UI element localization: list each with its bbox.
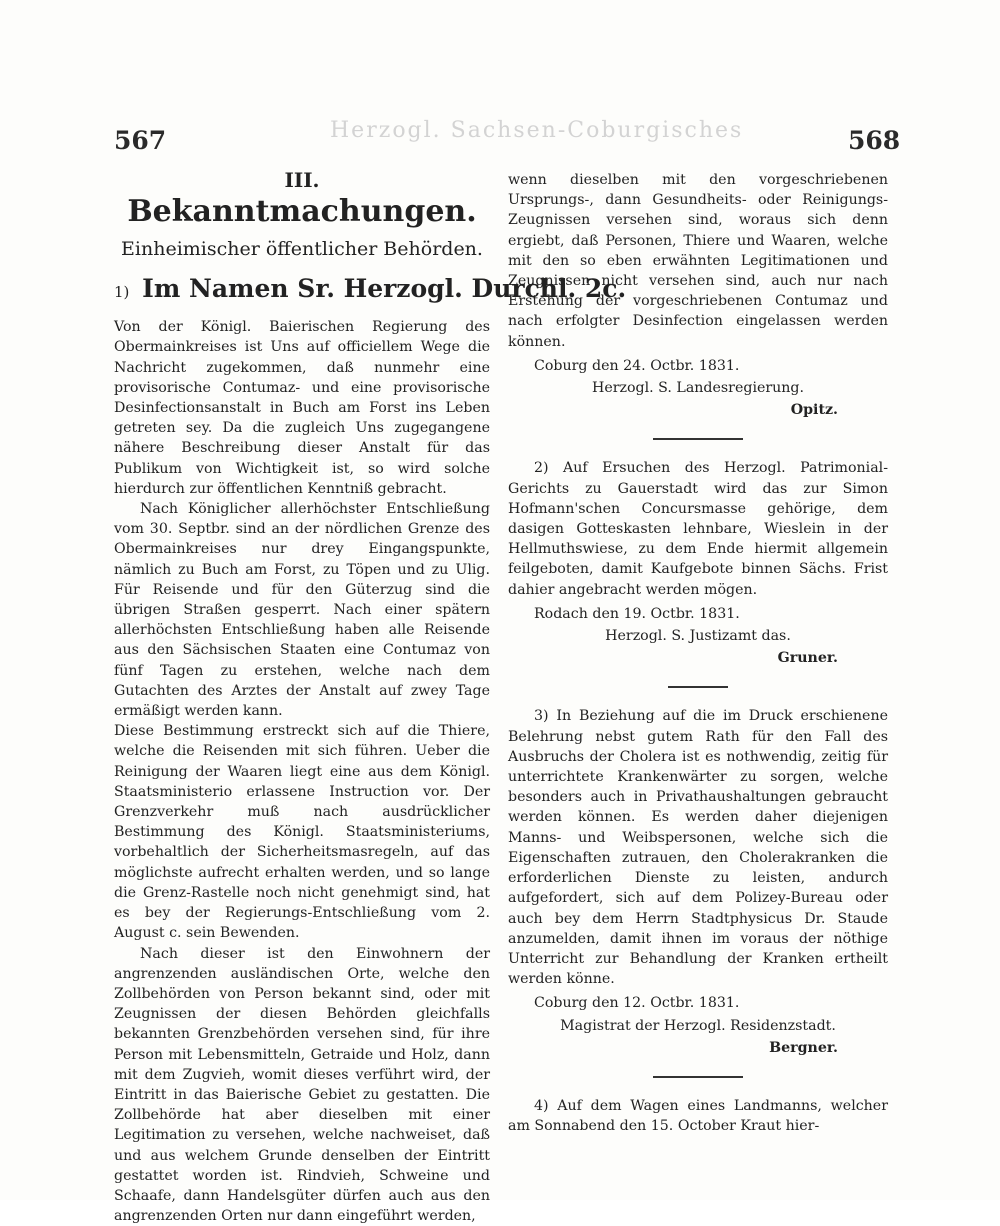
page-number-left: 567	[114, 126, 166, 155]
section-divider-3	[653, 1076, 743, 1078]
announcement-2-text: 2) Auf Ersuchen des Herzogl. Patrimonial-Gerichts zu Gauerstadt wird das zur Simon Hofmann'schen Concursmasse gehörige, dem dasigen Gotteskasten lehnbare, Wieslein in der Hellmuthswiese, zu dem Ende hiermit allgemein feilgeboten, damit Kaufgebote binnen Sächs. Frist dahier angebracht werden mögen.	[508, 458, 888, 599]
section-subtitle: Einheimischer öffentlicher Behörden.	[114, 236, 490, 262]
section-divider-1	[653, 438, 743, 440]
announcement-1-paragraph-1: Von der Königl. Baierischen Regierung des Obermainkreises ist Uns auf officiellem Wege die Nachricht zugekommen, daß nunmehr eine provisorische Contumaz- und eine provisorische Desinfectionsanstalt in Buch am Forst ins Leben getreten sey. Da die zugleich Uns zugegangene nähere Beschreibung dieser Anstalt für das Publikum von Wichtigkeit ist, so wird solche hierdurch zur öffentlichen Kenntniß gebracht.	[114, 317, 490, 499]
announcement-1-signature: Opitz.	[508, 400, 838, 420]
section-divider-2	[668, 686, 728, 688]
announcement-1-number: 1)	[114, 283, 129, 301]
announcement-1-paragraph-4: Nach dieser ist den Einwohnern der angrenzenden ausländischen Orte, welche den Zollbehörden von Person bekannt sind, oder mit Zeugnissen der diesen Behörden gleichfalls bekannten Grenzbehörden versehen sind, für ihre Person mit Lebensmitteln, Getraide und Holz, dann mit dem Zugvieh, womit dieses verführt wird, der Eintritt in das Baierische Gebiet zu gestatten. Die Zollbehörde hat aber dieselben mit einer Legitimation zu versehen, welche nachweiset, daß und aus welchem Grunde denselben der Eintritt gestattet worden ist. Rindvieh, Schweine und Schaafe, dann Handelsgüter dürfen auch aus den angrenzenden Orten nur dann eingeführt werden,	[114, 944, 490, 1226]
announcement-3-authority: Magistrat der Herzogl. Residenzstadt.	[508, 1016, 888, 1036]
announcement-1-title: Im Namen Sr. Herzogl. Durchl. 2c.	[142, 274, 626, 303]
announcement-2-date: Rodach den 19. Octbr. 1831.	[534, 604, 888, 624]
announcement-1-authority: Herzogl. S. Landesregierung.	[508, 378, 888, 398]
announcement-1-continuation: wenn dieselben mit den vorgeschriebenen Ursprungs-, dann Gesundheits- oder Reinigungs-Zeugnissen versehen sind, woraus sich denn ergiebt, daß Personen, Thiere und Waaren, welche mit den so eben erwähnten Legitimationen und Zeugnissen nicht versehen sind, auch nur nach Erstehung der vorgeschriebenen Contumaz und nach erfolgter Desinfection eingelassen werden können.	[508, 170, 888, 352]
announcement-3-date: Coburg den 12. Octbr. 1831.	[534, 993, 888, 1013]
running-head-bleedthrough: Herzogl. Sachsen-Coburgisches	[330, 118, 710, 143]
announcement-1-heading	[114, 272, 490, 309]
section-number: III.	[114, 170, 490, 190]
announcement-1-paragraph-3: Diese Bestimmung erstreckt sich auf die Thiere, welche die Reisenden mit sich führen. Ueber die Reinigung der Waaren liegt eine aus dem Königl. Staatsministerio erlassene Instruction vor. Der Grenzverkehr muß nach ausdrücklicher Bestimmung des Königl. Staatsministeriums, vorbehaltlich der Sicherheitsmasregeln, auf das möglichste aufrecht erhalten werden, und so lange die Grenz-Rastelle noch nicht genehmigt sind, hat es bey der Regierungs-Entschließung vom 2. August c. sein Bewenden.	[114, 721, 490, 943]
announcement-4-text: 4) Auf dem Wagen eines Landmanns, welcher am Sonnabend den 15. October Kraut hier-	[508, 1096, 888, 1136]
left-column	[114, 170, 490, 1226]
announcement-2-authority: Herzogl. S. Justizamt das.	[508, 626, 888, 646]
section-title: Bekanntmachungen.	[114, 194, 490, 230]
announcement-3-text: 3) In Beziehung auf die im Druck erschienene Belehrung nebst gutem Rath für den Fall des Ausbruchs der Cholera ist es nothwendig, zeitig für unterrichtete Krankenwärter zu sorgen, welche besonders auch in Privathaushaltungen gebraucht werden können. Es werden daher diejenigen Manns- und Weibspersonen, welche sich die Eigenschaften zutrauen, den Cholerakranken die erforderlichen Dienste zu leisten, andurch aufgefordert, sich auf dem Polizey-Bureau oder auch bey dem Herrn Stadtphysicus Dr. Staude anzumelden, damit ihnen im voraus der nöthige Unterricht zur Behandlung der Kranken ertheilt werden könne.	[508, 706, 888, 989]
announcement-2-signature: Gruner.	[508, 648, 838, 668]
announcement-3-signature: Bergner.	[508, 1038, 838, 1058]
announcement-1-date: Coburg den 24. Octbr. 1831.	[534, 356, 888, 376]
right-column	[508, 170, 888, 1136]
announcement-1-paragraph-2: Nach Königlicher allerhöchster Entschließung vom 30. Septbr. sind an der nördlichen Grenze des Obermainkreises nur drey Eingangspunkte, nämlich zu Buch am Forst, zu Töpen und zu Ulig. Für Reisende und für den Güterzug sind die übrigen Straßen gesperrt. Nach einer spätern allerhöchsten Entschließung haben alle Reisende aus den Sächsischen Staaten eine Contumaz von fünf Tagen zu erstehen, welche nach dem Gutachten des Arztes der Anstalt auf zwey Tage ermäßigt werden kann.	[114, 499, 490, 721]
page-number-right: 568	[848, 126, 900, 155]
